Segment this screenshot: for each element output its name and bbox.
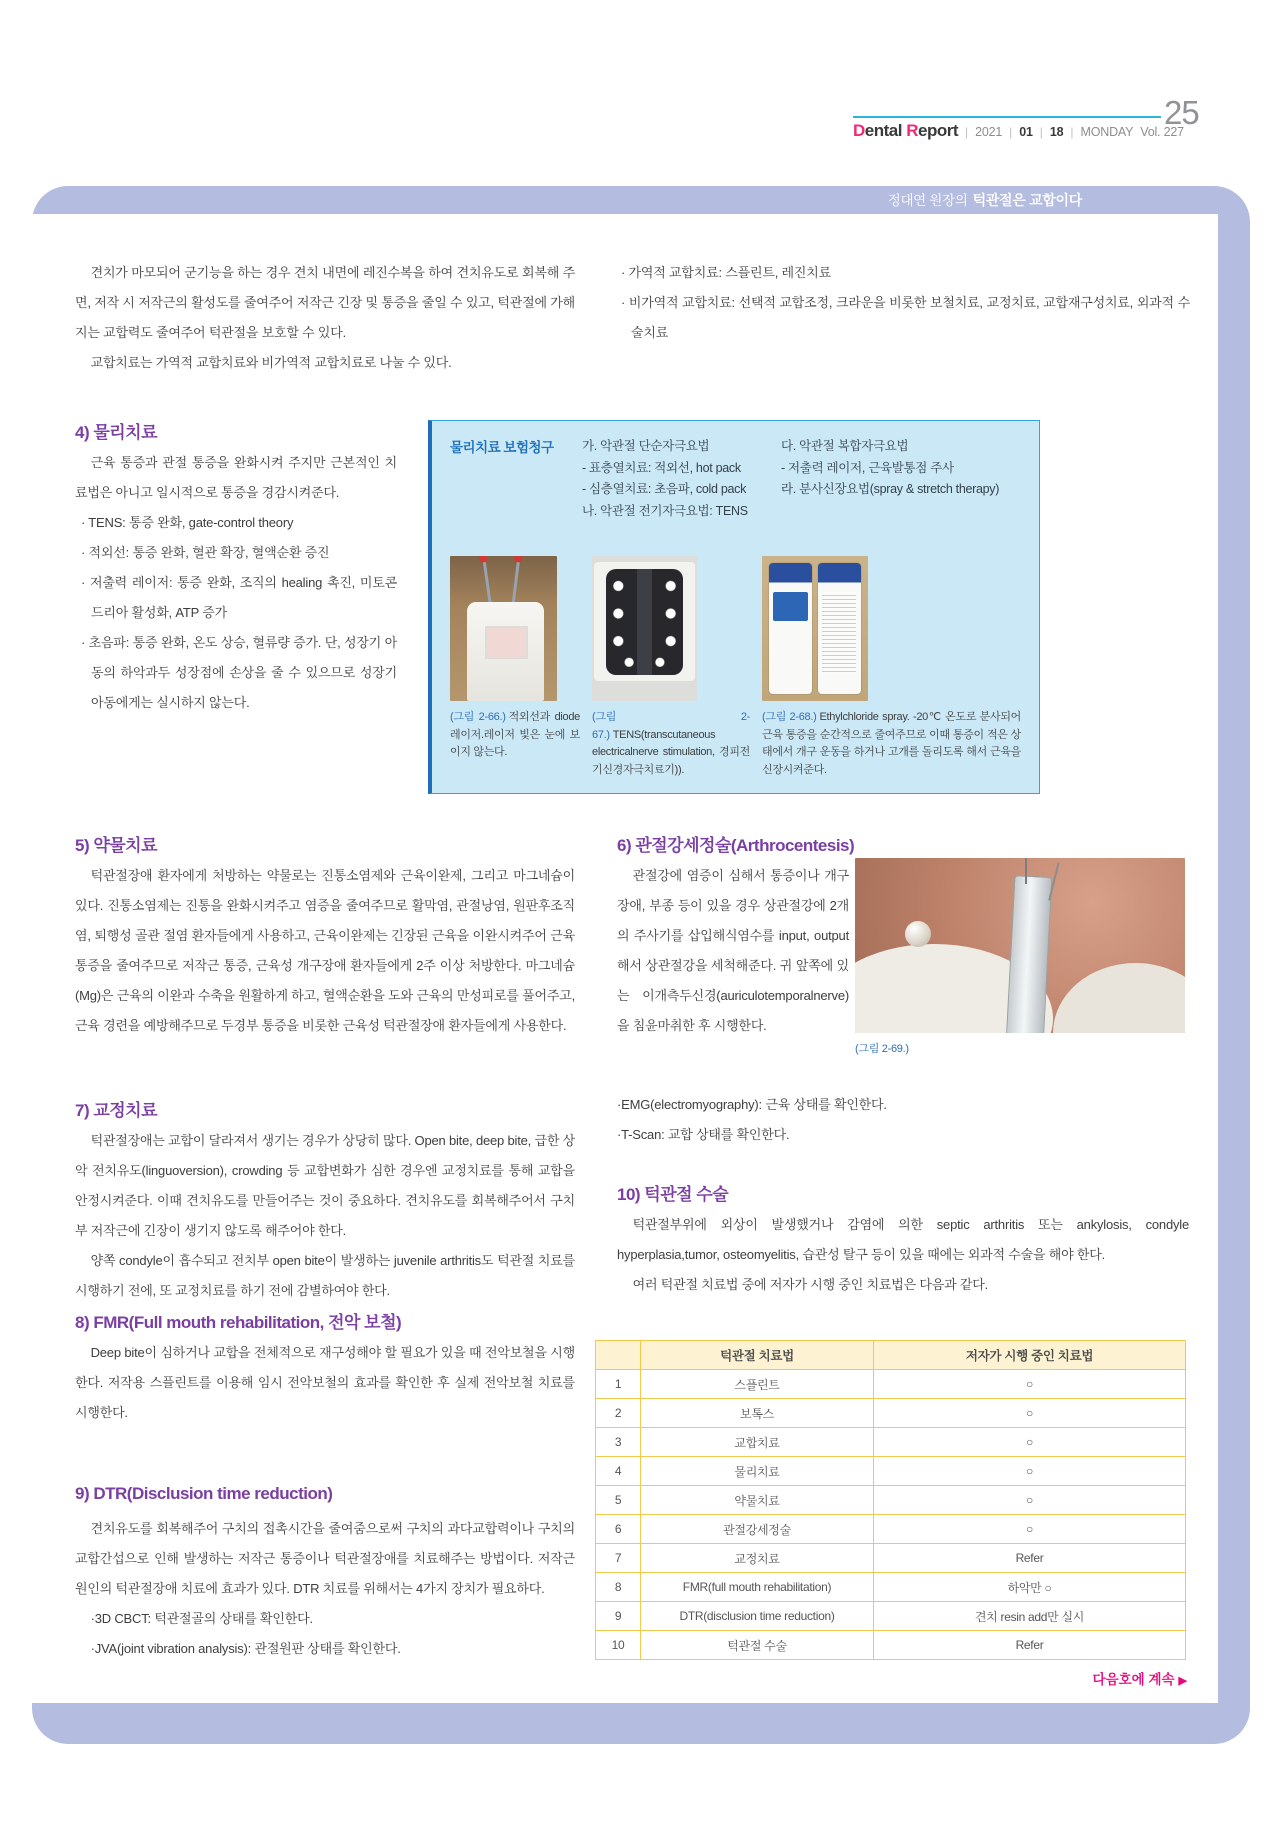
list-line: 가. 악관절 단순자극요법 — [582, 439, 710, 453]
list-line: - 저출력 레이저, 근육발통점 주사 — [781, 460, 954, 475]
separator: | — [964, 125, 969, 139]
bullet-item: · 초음파: 통증 완화, 온도 상승, 혈류량 증가. 단, 성장기 아동의 하악과두 성장점에 손상을 줄 수 있으므로 성장기 아동에게는 실시하지 않는다. — [81, 635, 397, 710]
treatment-name: FMR(full mouth rehabilitation) — [641, 1573, 874, 1602]
bullet-item: ·EMG(electromyography): 근육 상태를 확인한다. — [617, 1097, 887, 1112]
row-number: 7 — [596, 1544, 641, 1573]
row-number: 4 — [596, 1457, 641, 1486]
figure-caption-text: 적외선과 diode 레이저.레이저 빛은 눈에 보이지 않는다. — [450, 711, 580, 758]
treatment-name: 교합치료 — [641, 1428, 874, 1457]
masthead-rule — [853, 116, 1161, 118]
practice-status: ○ — [874, 1399, 1186, 1428]
figure-tag: (그림 2-66.) — [450, 711, 506, 723]
tens-panel — [606, 569, 684, 675]
figure-tag: (그림 2-67.) — [592, 711, 750, 741]
list-line: - 심층열치료: 초음파, cold pack — [582, 482, 747, 496]
section-physiotherapy — [75, 448, 397, 718]
table-header-treatment: 턱관절 치료법 — [641, 1341, 874, 1370]
bullet-item: ·3D CBCT: 턱관절골의 상태를 확인한다. — [90, 1611, 313, 1626]
table-header-author-practice: 저자가 시행 중인 치료법 — [874, 1341, 1186, 1370]
bullet-item: · 가역적 교합치료: 스플린트, 레진치료 — [621, 265, 831, 280]
table-row — [596, 1573, 1186, 1602]
separator: | — [1039, 125, 1043, 139]
treatment-name: 관절강세정술 — [641, 1515, 874, 1544]
row-number: 5 — [596, 1486, 641, 1515]
masthead — [853, 121, 1184, 141]
row-number: 1 — [596, 1370, 641, 1399]
needle-shape — [1025, 858, 1027, 884]
section-title-tmj-surgery: 10) 턱관절 수술 — [617, 1185, 729, 1204]
table-header-number — [596, 1341, 641, 1370]
spray-bottle — [818, 563, 860, 694]
continue-label: 다음호에 계속 — [1092, 1672, 1175, 1687]
figure-tag: (그림 2-68.) — [762, 711, 817, 723]
bullet-item: ·JVA(joint vibration analysis): 관절원판 상태를 확인한다. — [90, 1641, 401, 1656]
figure-caption — [592, 709, 750, 779]
issue-day: 18 — [1049, 125, 1064, 139]
treatment-name: 교정치료 — [641, 1544, 874, 1573]
table-row — [596, 1631, 1186, 1660]
table-header-row — [596, 1341, 1186, 1370]
table-row — [596, 1486, 1186, 1515]
treatment-name: DTR(disclusion time reduction) — [641, 1602, 874, 1631]
infrared-diode-laser-photo — [450, 556, 557, 701]
practice-status: ○ — [874, 1486, 1186, 1515]
paragraph: 여러 턱관절 치료법 중에 저자가 시행 중인 치료법은 다음과 같다. — [632, 1277, 989, 1292]
section-title-drug-therapy: 5) 약물치료 — [75, 836, 158, 855]
row-number: 10 — [596, 1631, 641, 1660]
figure-2-69 — [855, 858, 1185, 1059]
series-banner — [888, 186, 1082, 214]
treatment-name: 스플린트 — [641, 1370, 874, 1399]
issue-month: 01 — [1019, 125, 1033, 139]
practice-status: ○ — [874, 1457, 1186, 1486]
section-fmr — [75, 1338, 575, 1428]
section-title-dtr: 9) DTR(Disclusion time reduction) — [75, 1484, 333, 1503]
practice-status: 견치 resin add만 실시 — [874, 1602, 1186, 1631]
intro-left-column — [75, 258, 575, 378]
gauze-shape — [1053, 963, 1185, 1033]
figure-caption-text: Ethylchloride spray. -20℃ 온도로 분사되어 근육 통증을 순간적으로 줄여주므로 이때 통증이 적은 상태에서 개구 운동을 하거나 고개를 돌리도록 해서 근육을 신장시켜준다. — [762, 711, 1021, 776]
figure-2-67 — [592, 556, 750, 779]
list-line: 나. 악관절 전기자극요법: TENS — [582, 503, 748, 518]
diagnostic-checks — [617, 1090, 1187, 1150]
arthrocentesis-photo — [855, 858, 1185, 1033]
paragraph: 견치유도를 회복해주어 구치의 접촉시간을 줄여줌으로써 구치의 과다교합력이나 구치의 교합간섭으로 인해 발생하는 저작근 통증이나 턱관절장애를 치료해주는 방법이다. 저작근 원인의 턱관절장애 치료에 효과가 있다. DTR 치료를 위해서는 4가지 장치가 필요하다. — [75, 1521, 575, 1596]
section-title-orthodontics: 7) 교정치료 — [75, 1101, 158, 1120]
page-number: 25 — [1164, 94, 1199, 131]
section-title-fmr: 8) FMR(Full mouth rehabilitation, 전악 보철) — [75, 1313, 402, 1332]
paragraph: 턱관절장애는 교합이 달라져서 생기는 경우가 상당히 많다. Open bite, deep bite, 급한 상악 전치유도(linguoversion), crowding 등 교합변화가 심한 경우엔 교정치료를 통해 교합을 안정시켜준다. 이때 견치유도를 만들어주는 것이 중요하다. 견치유도를 회복해주어서 구치부 저작근에 긴장이 생기지 않도록 해주어야 한다. — [75, 1133, 575, 1238]
section-arthrocentesis — [617, 861, 849, 1041]
figure-2-68 — [762, 556, 1021, 779]
treatment-name: 턱관절 수술 — [641, 1631, 874, 1660]
separator: | — [1009, 125, 1013, 139]
list-line: - 표층열치료: 적외선, hot pack — [582, 460, 741, 475]
paragraph: 근육 통증과 관절 통증을 완화시켜 주지만 근본적인 치료법은 아니고 일시적으로 통증을 경감시켜준다. — [75, 455, 397, 500]
practice-status: ○ — [874, 1428, 1186, 1457]
paragraph: 관절강에 염증이 심해서 통증이나 개구장애, 부종 등이 있을 경우 상관절강에 2개의 주사기를 삽입해식염수를 input, output 해서 상관절강을 세척해준다. 귀 앞쪽에 있는 이개측두신경(auriculotemporalnerve)을 침윤마취한 후 시행한다. — [617, 868, 849, 1033]
section-title-physiotherapy: 4) 물리치료 — [75, 423, 158, 442]
practice-status: Refer — [874, 1631, 1186, 1660]
pearl-earring-shape — [905, 921, 931, 947]
paragraph: 견치가 마모되어 군기능을 하는 경우 견치 내면에 레진수복을 하여 견치유도로 회복해 주면, 저작 시 저작근의 활성도를 줄여주어 저작근 긴장 및 통증을 줄일 수 있고, 턱관절에 가해지는 교합력도 줄여주어 턱관절을 보호할 수 있다. — [75, 265, 575, 340]
practice-status: Refer — [874, 1544, 1186, 1573]
section-tmj-surgery — [617, 1210, 1189, 1300]
laser-device-screen — [485, 626, 528, 659]
paragraph: 턱관절부위에 외상이 발생했거나 감염에 의한 septic arthritis 또는 ankylosis, condyle hyperplasia,tumor, osteomyelitis, 습관성 탈구 등이 있을 때에는 외과적 수술을 해야 한다. — [617, 1217, 1189, 1262]
series-author: 정대연 원장의 — [887, 193, 968, 208]
intro-right-column — [615, 258, 1190, 348]
issue-year: 2021 — [975, 125, 1003, 139]
list-line: 라. 분사신장요법(spray & stretch therapy) — [781, 482, 1000, 496]
figure-2-66 — [450, 556, 580, 779]
figure-caption — [450, 709, 580, 762]
issue-volume: Vol. 227 — [1140, 125, 1184, 139]
figure-caption — [762, 709, 1021, 779]
figure-tag: (그림 2-69.) — [855, 1043, 909, 1055]
bullet-item: · 비가역적 교합치료: 선택적 교합조정, 크라운을 비롯한 보철치료, 교정치료, 교합재구성치료, 외과적 수술치료 — [621, 295, 1190, 340]
paragraph: 교합치료는 가역적 교합치료와 비가역적 교합치료로 나눌 수 있다. — [90, 355, 452, 370]
bullet-item: ·T-Scan: 교합 상태를 확인한다. — [617, 1127, 790, 1142]
treatment-name: 약물치료 — [641, 1486, 874, 1515]
insurance-column-1 — [582, 436, 767, 522]
insurance-box-label: 물리치료 보험청구 — [450, 440, 554, 455]
table-row — [596, 1457, 1186, 1486]
section-title-arthrocentesis: 6) 관절강세정술(Arthrocentesis) — [617, 836, 855, 855]
paragraph: Deep bite이 심하거나 교합을 전체적으로 재구성해야 할 필요가 있을 때 전악보철을 시행한다. 저작용 스플린트를 이용해 임시 전악보철의 효과를 확인한 후 실제 전악보철 치료를 시행한다. — [75, 1345, 575, 1420]
table-row — [596, 1544, 1186, 1573]
treatment-name: 물리치료 — [641, 1457, 874, 1486]
practice-status: ○ — [874, 1370, 1186, 1399]
practice-status: 하악만 ○ — [874, 1573, 1186, 1602]
insurance-column-2 — [781, 436, 1021, 522]
table-row — [596, 1428, 1186, 1457]
table-row — [596, 1515, 1186, 1544]
table-row — [596, 1370, 1186, 1399]
brand-dental-report: Dental Report — [853, 121, 958, 140]
section-dtr — [75, 1514, 575, 1664]
row-number: 6 — [596, 1515, 641, 1544]
bullet-item: · 저출력 레이저: 통증 완화, 조직의 healing 촉진, 미토콘드리아 활성화, ATP 증가 — [81, 575, 397, 620]
row-number: 3 — [596, 1428, 641, 1457]
treatment-table — [595, 1340, 1185, 1660]
paragraph: 양쪽 condyle이 흡수되고 전치부 open bite이 발생하는 juvenile arthritis도 턱관절 치료를 시행하기 전에, 또 교정치료를 하기 전에 감별하여야 한다. — [75, 1253, 575, 1298]
figure-caption-text: TENS(transcutaneous electricalnerve stimulation, 경피전기신경자극치료기)). — [592, 728, 750, 776]
play-arrow-icon: ▶ — [1178, 1675, 1187, 1687]
figure-caption — [855, 1041, 1185, 1059]
tens-device-photo — [592, 556, 697, 701]
bullet-item: · TENS: 통증 완화, gate-control theory — [81, 515, 294, 530]
treatment-name: 보톡스 — [641, 1399, 874, 1428]
bullet-item: · 적외선: 통증 완화, 혈관 확장, 혈액순환 증진 — [81, 545, 330, 560]
section-drug-therapy — [75, 861, 575, 1041]
paragraph: 턱관절장애 환자에게 처방하는 약물로는 진통소염제와 근육이완제, 그리고 마그네슘이 있다. 진통소염제는 진통을 완화시켜주고 염증을 줄여주므로 활막염, 관절낭염, 원판후조직염, 퇴행성 골관 절염 환자들에게 사용하고, 근육이완제는 긴장된 근육을 이완시켜주어 근육 통증을 줄여주므로 저작근 통증, 근육성 개구장애 환자들에게 2주 이상 처방한다. 마그네슘(Mg)은 근육의 이완과 수축을 원활하게 하고, 혈액순환을 도와 근육의 만성피로를 풀어주고, 근육 경련을 예방해주므로 두경부 통증을 비롯한 근육성 턱관절장애 환자들에게 사용한다. — [75, 868, 575, 1033]
row-number: 8 — [596, 1573, 641, 1602]
figure-row — [450, 556, 1021, 779]
issue-weekday: MONDAY — [1080, 125, 1134, 139]
ethylchloride-spray-photo — [762, 556, 868, 701]
treatment-table-grid — [595, 1340, 1186, 1660]
insurance-claim-box — [428, 420, 1040, 794]
spray-bottle — [769, 563, 811, 694]
to-be-continued-note — [1020, 1668, 1187, 1688]
list-line: 다. 악관절 복합자극요법 — [781, 439, 909, 453]
table-row — [596, 1602, 1186, 1631]
row-number: 9 — [596, 1602, 641, 1631]
separator: | — [1070, 125, 1074, 139]
series-title: 턱관절은 교합이다 — [972, 192, 1082, 208]
row-number: 2 — [596, 1399, 641, 1428]
table-row — [596, 1399, 1186, 1428]
practice-status: ○ — [874, 1515, 1186, 1544]
section-orthodontics — [75, 1126, 575, 1306]
insurance-box-header — [450, 436, 1021, 522]
